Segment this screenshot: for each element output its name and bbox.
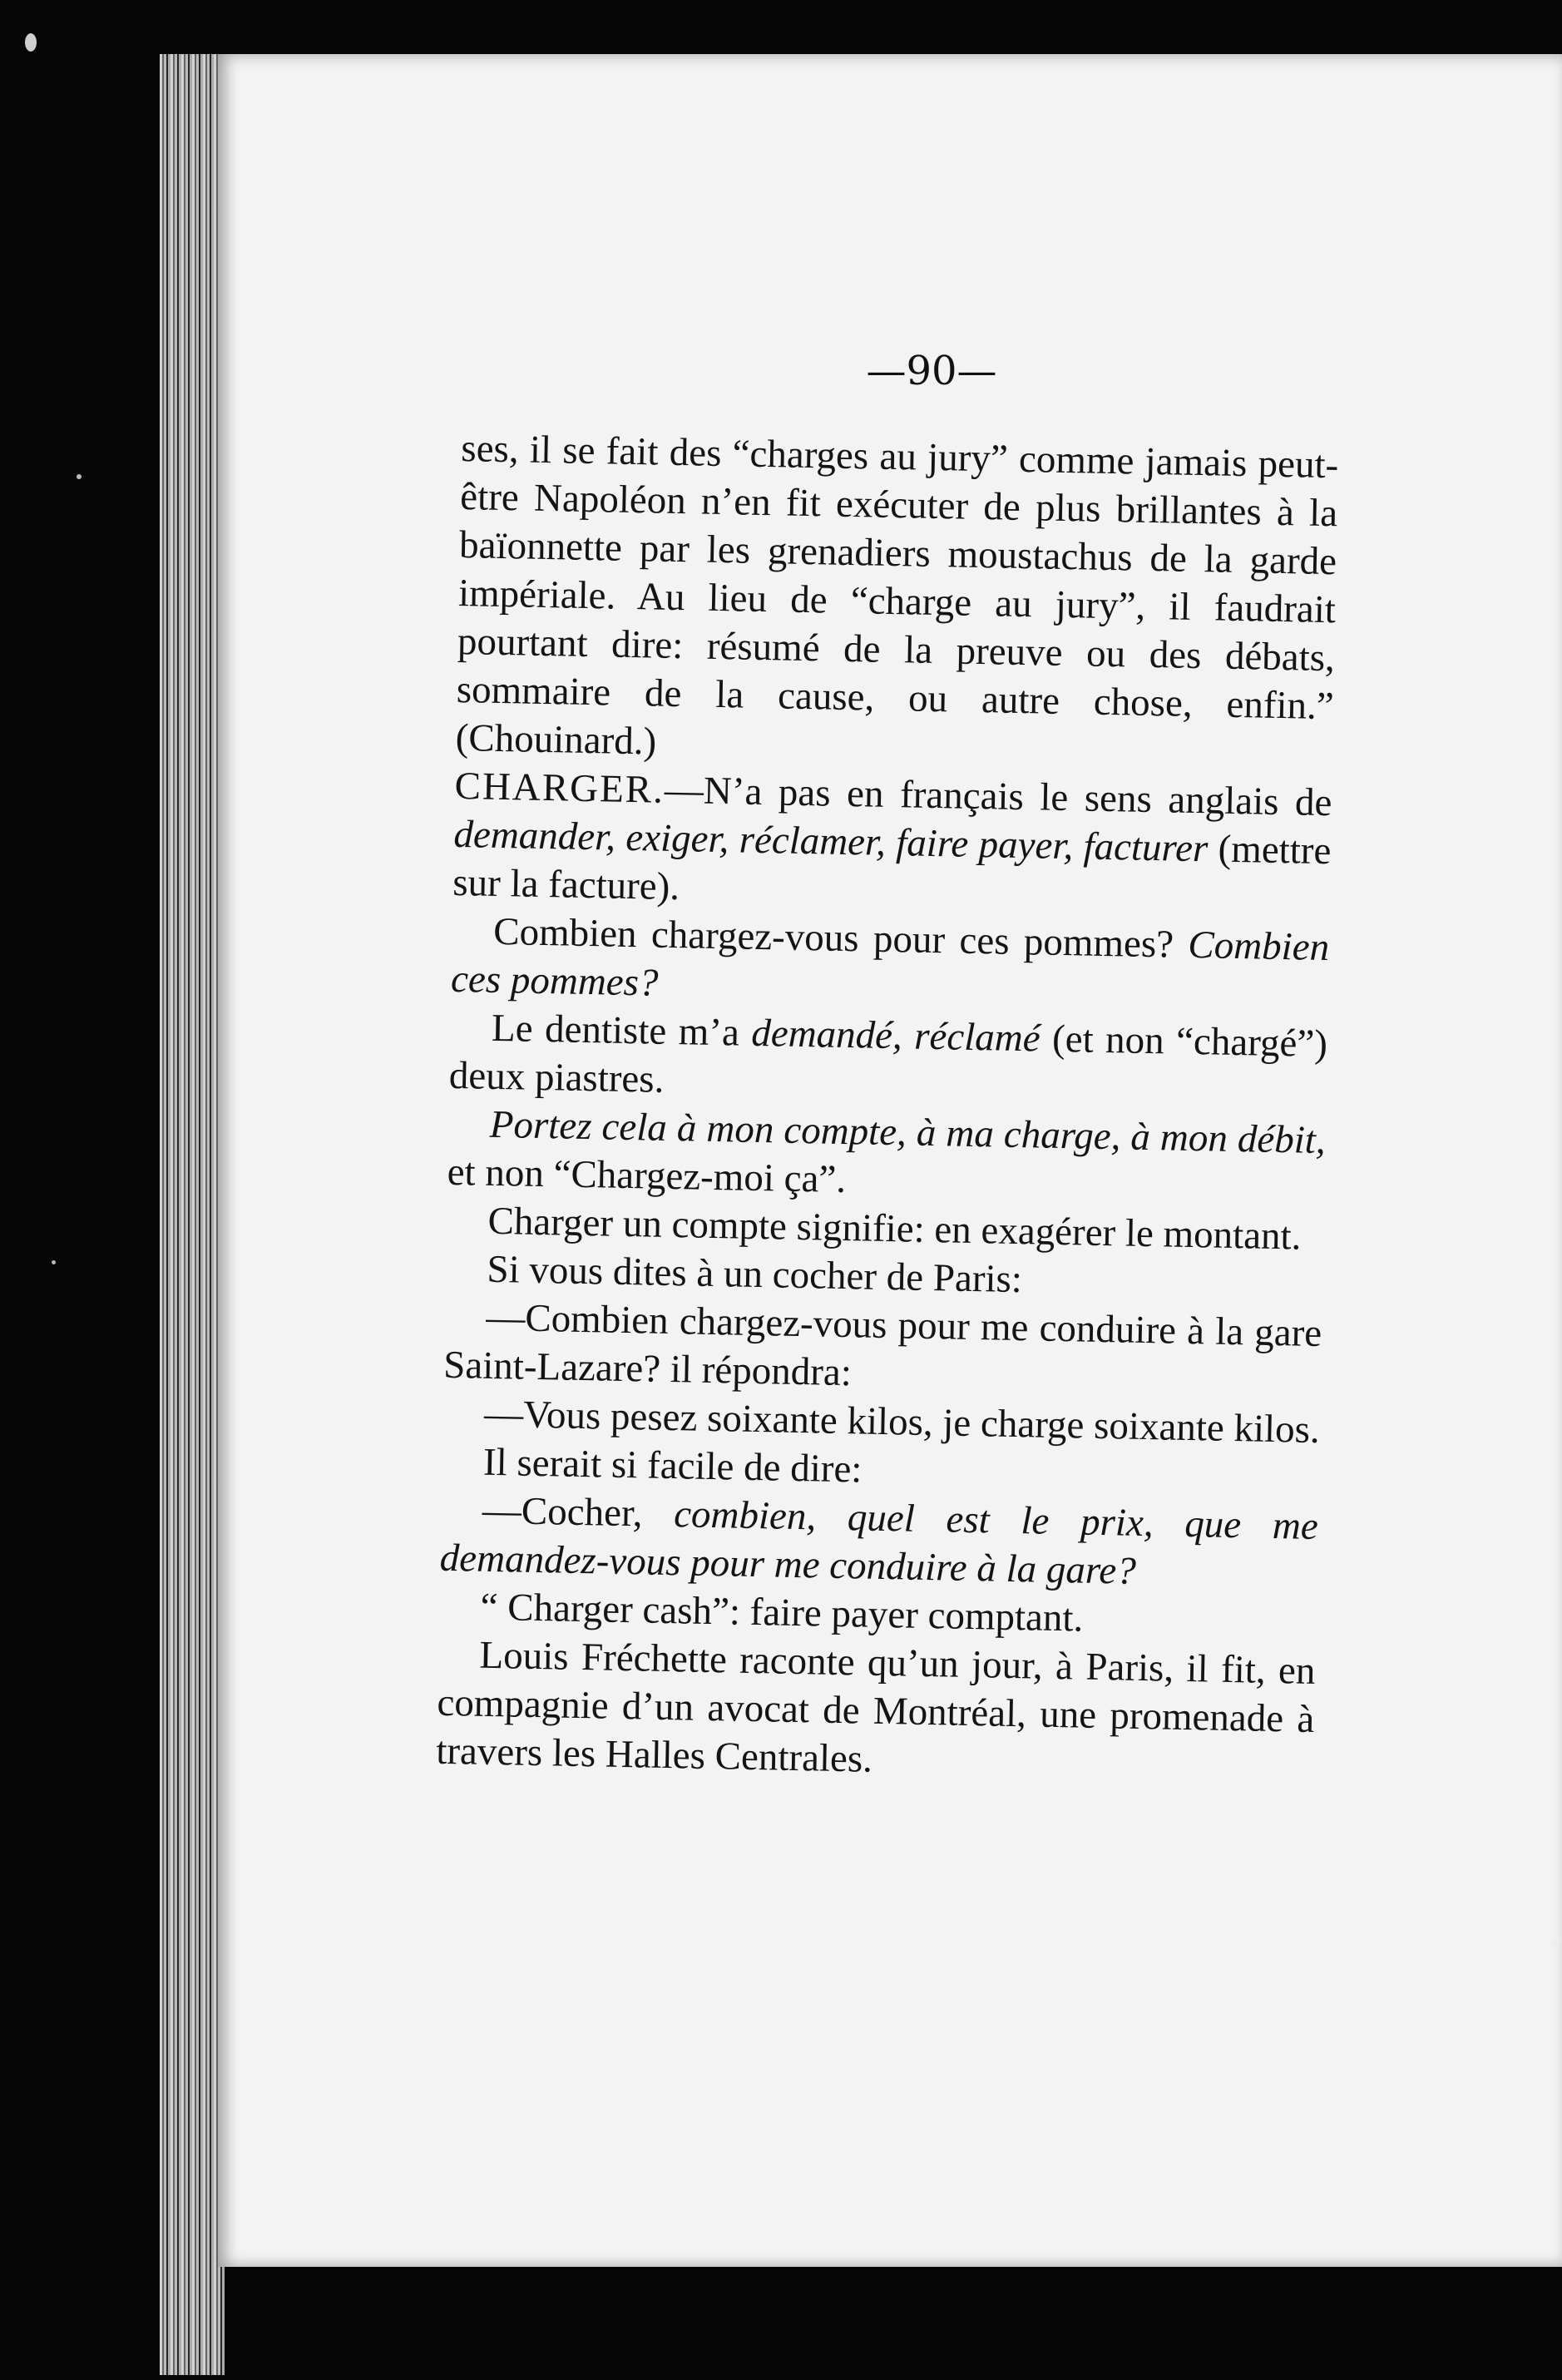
page-number: —90—: [866, 348, 997, 394]
italic-run: Portez cela à mon compte, à ma charge, à mon débit,: [489, 1102, 1327, 1163]
text-run: Le dentiste m’a: [491, 1006, 752, 1055]
scan-speck: [52, 1260, 56, 1264]
italic-run: demandé, réclamé: [750, 1011, 1041, 1061]
paragraph-p1: [455, 424, 1339, 779]
paragraph-p11: [439, 1486, 1318, 1599]
paragraph-p4: [448, 1003, 1327, 1116]
text-run: —Cocher,: [482, 1488, 675, 1536]
italic-run: combien, quel est le prix, que me demandez-vous pour me conduire à la gare?: [439, 1492, 1319, 1593]
text-run: Il serait si facile de dire:: [482, 1440, 863, 1492]
scan-speck: [77, 474, 82, 479]
book-spine-edge: [160, 54, 225, 2375]
text-run: —N’a pas en français le sens anglais de: [664, 768, 1332, 825]
text-run: Louis Fréchette raconte qu’un jour, à Paris, il fit, en compagnie d’un avocat de Montréal, une promenade à travers les Halles Centrales.: [435, 1633, 1316, 1781]
text-run: (mettre sur la facture).: [452, 827, 1332, 909]
text-run: Si vous dites à un cocher de Paris:: [487, 1247, 1023, 1302]
entry-word: CHARGER.: [454, 764, 665, 812]
text-run: —Vous pesez soixante kilos, je charge soixante kilos.: [483, 1392, 1321, 1452]
italic-run: demander, exiger, réclamer, faire payer, facturer: [453, 812, 1209, 871]
paragraph-p3: [451, 907, 1330, 1020]
text-run: “ Charger cash”: faire payer comptant.: [480, 1585, 1084, 1640]
italic-run: Combien ces pommes?: [450, 923, 1330, 1005]
paragraph-p13: [436, 1630, 1316, 1792]
text-run: —Combien chargez-vous pour me conduire à la gare Saint-Lazare? il répondra:: [442, 1295, 1322, 1395]
text-run: Combien chargez-vous pour ces pommes?: [492, 909, 1189, 967]
paragraph-p2: [452, 762, 1332, 923]
text-run: et non “Chargez-moi ça”.: [447, 1150, 847, 1202]
scan-speck: [1551, 1938, 1560, 1947]
text-run: (et non “chargé”) deux piastres.: [448, 1017, 1328, 1101]
paragraph-p8: [443, 1293, 1322, 1406]
text-run: ses, il se fait des “charges au jury” comme jamais peut-être Napoléon n’en fit exécuter de plus brillantes à la baïonnette par les grenadiers moustachus de la garde impériale. Au lieu de “charge au jury”, il faudrait pourtant dire: résumé de la preuve ou des débats, sommaire de la cause, ou autre chose, enfin.” (Chouinard.): [455, 426, 1339, 764]
text-run: Charger un compte signifie: en exagérer le montant.: [487, 1199, 1302, 1259]
body-text: [436, 424, 1339, 1792]
scan-speck: [25, 33, 37, 52]
paragraph-p5: [447, 1100, 1326, 1213]
